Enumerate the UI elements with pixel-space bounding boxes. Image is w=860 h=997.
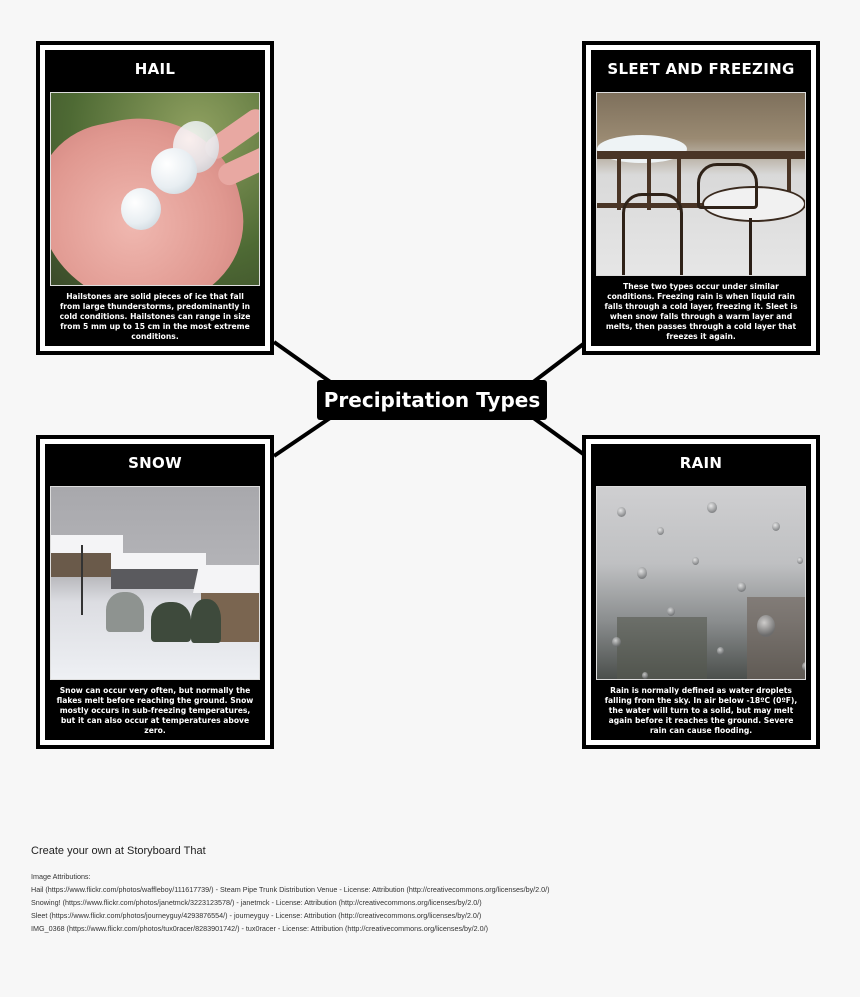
raindrop (692, 557, 699, 565)
raindrop (657, 527, 664, 535)
snowy-roof (193, 565, 260, 593)
rain-caption: Rain is normally defined as water droplets falling from the sky. In air below -18ºC (0ºF), the water will turn to a solid, but may melt again before it reaches the ground. Severe rain can cause flooding. (604, 686, 798, 735)
attribution-line: Snowing! (https://www.flickr.com/photos/janetmck/3223123578/) - janetmck - License: Attribution (http://creativecommons.org/licenses/by/2.0/) (31, 898, 482, 907)
snow-title: SNOW (128, 454, 182, 472)
raindrop (797, 557, 803, 564)
pole (81, 545, 83, 615)
raindrop (757, 615, 775, 637)
attribution-line: Sleet (https://www.flickr.com/photos/journeyguy/4293876554/) - journeyguy - License: Attribution (http://creativecommons.org/licenses/by/2.0/) (31, 911, 482, 920)
hail-card (36, 41, 274, 355)
snow-card (36, 435, 274, 749)
railing (597, 151, 806, 159)
snowy-roof (111, 553, 206, 569)
railing-post (617, 155, 621, 210)
hailstone (121, 188, 161, 230)
sleet-card (582, 41, 820, 355)
raindrop (717, 647, 724, 655)
patio-chair (622, 193, 683, 276)
table-leg (749, 218, 752, 276)
attributions-heading: Image Attributions: (31, 872, 91, 881)
raindrop (612, 637, 621, 647)
building (747, 597, 806, 680)
raindrop (772, 522, 780, 531)
rain-title: RAIN (679, 454, 723, 472)
attribution-line: IMG_0368 (https://www.flickr.com/photos/tux0racer/8283901742/) - tux0racer - License: Attribution (http://creativecommons.org/licenses/by/2.0/) (31, 924, 489, 933)
rain-card (582, 435, 820, 749)
raindrop (637, 567, 647, 579)
sleet-title: SLEET AND FREEZING (607, 60, 795, 78)
rain-photo (596, 486, 806, 680)
hailstone (151, 148, 197, 194)
tree (191, 599, 221, 643)
hail-title: HAIL (134, 60, 176, 78)
raindrop (707, 502, 717, 513)
image-attributions (31, 870, 550, 935)
sleet-photo (596, 92, 806, 276)
snow-caption: Snow can occur very often, but normally the flakes melt before reaching the ground. Snow mostly occurs in sub-freezing temperatures, but it can also occur at temperatures above zero. (56, 686, 254, 735)
hail-photo (50, 92, 260, 286)
sleet-caption: These two types occur under similar conditions. Freezing rain is when liquid rain falls through a cold layer, freezing it. Sleet is when snow falls through a warm layer and melts, then passes through a cold layer that freezes it again. (604, 282, 798, 341)
tree (151, 602, 191, 642)
tree (106, 592, 144, 632)
raindrop (802, 662, 806, 671)
center-title: Precipitation Types (317, 380, 547, 420)
snow-photo (50, 486, 260, 680)
raindrop (617, 507, 626, 517)
attribution-line: Hail (https://www.flickr.com/photos/waffleboy/111617739/) - Steam Pipe Trunk Distribution Venue - License: Attribution (http://creativecommons.org/licenses/by/2.0/) (31, 885, 550, 894)
raindrop (667, 607, 675, 616)
building (617, 617, 707, 680)
snowy-roof (51, 535, 123, 553)
raindrop (642, 672, 648, 679)
raindrop (737, 582, 746, 592)
create-link[interactable]: Create your own at Storyboard That (31, 845, 206, 857)
patio-chair (697, 163, 758, 209)
hail-caption: Hailstones are solid pieces of ice that fall from large thunderstorms, predominantly in cold conditions. Hailstones can range in size from 5 mm up to 15 cm in the most extreme conditions. (59, 292, 251, 341)
